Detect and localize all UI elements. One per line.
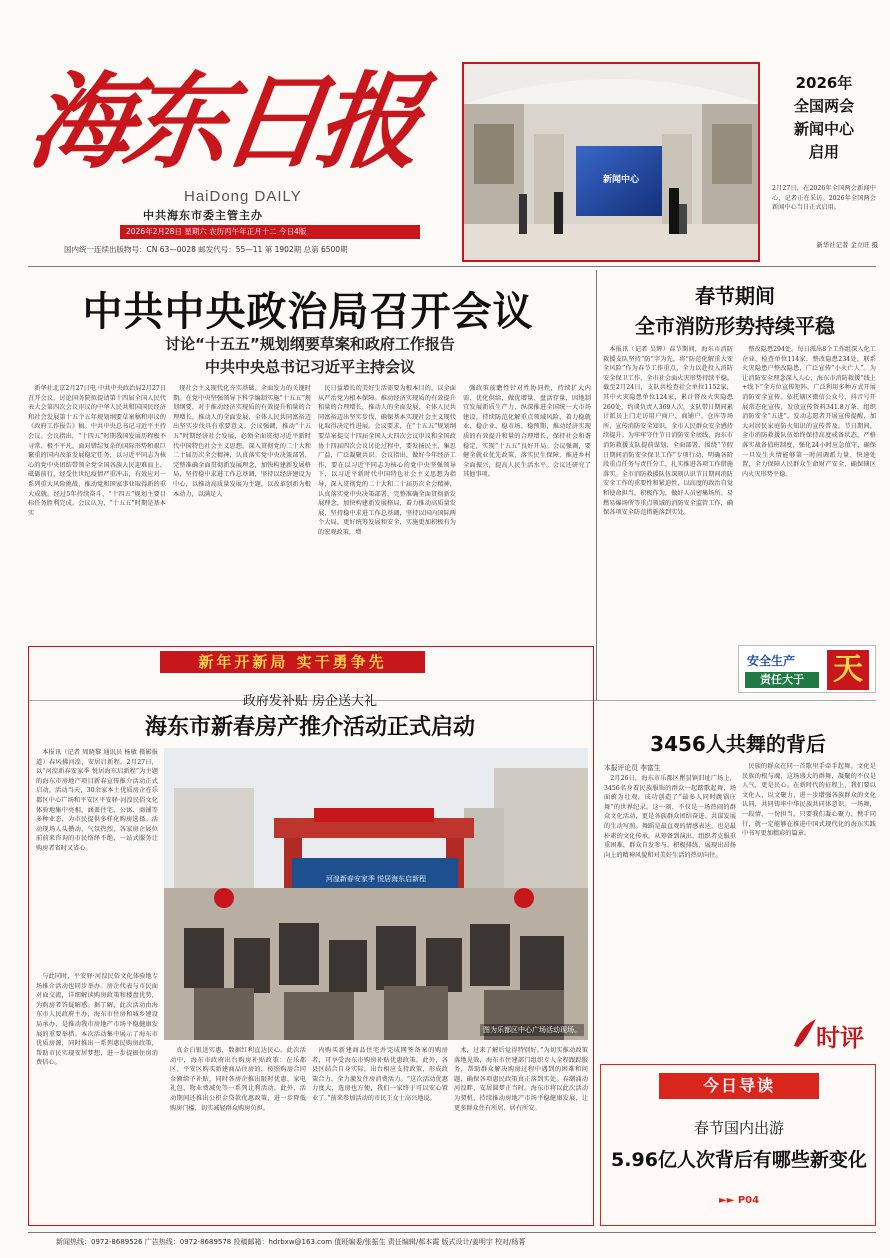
lead-col-2: [173, 384, 311, 644]
housing-col-3-text: 真金白银送实惠，数据红利直达民心。此次活动中，海东市政府出台购房补贴政策：在乐都区、平安区购买新建商品住房的，按照购房合同金额给予补贴，同时各房企推出限时优惠、家电礼包、物业费减免等一系列让利活动。此外，活动期间还推出公积金贷款优惠政策，进一步降低购房门槛，切实减轻群众购房负担。: [170, 1047, 306, 1112]
lead-col-3-text: 民日益增长的美好生活需要为根本目的，以全面从严治党为根本保障。推动经济实现质的有效提升和量的合理增长，推动人的全面发展，全体人民共同富裕迈出坚实步伐，确保基本实现社会主义现代化取得决定性进展。会议要求，在“十五五”规划纲要草案提交十四届全国人大四次会议审议和全国政协十四届四次会议讨论过程中，要发扬民主、集思广益，广泛凝聚共识。会议指出，做好今年经济工作，要在以习近平同志为核心的党中央坚强领导下，以习近平新时代中国特色社会主义思想为指导，深入贯彻党的二十大和二十届历次全会精神，认真落实党中央决策部署，完整准确全面贯彻新发展理念，加快构建新发展格局，着力推动高质量发展，坚持稳中求进工作总基调，坚持以国内国际两个大局，更好统筹发展和安全，实施更加积极有为的宏观政策，增: [318, 385, 456, 536]
fire-col-2-text: 整改隐患294处。每日派出8个工作组深入化工企业，检查单位114家，整改隐患234处，联系火灾隐患户整改隐患，广泛宣传“小火亡人”。为让消防安全理念深入人心，海东市消防救援“线上+线下”全方位宣传矩阵，广泛利用多种方式开展消防安全宣传。依托辖区微信公众号、抖音号开展常态化宣传，发放宣传资料341.8万条，组织消防安全“五进”，发动志愿者开展宣传提醒，加大对居民家庭防火知识的宣传普及。节日期间，全市消防救援队伍始终保持高度戒备状态，严格落实战备值班制度，强化24小时应急值守，确保一旦发生火情能够第一时间调派力量、快速处置，全力保障人民群众生命财产安全，确保辖区内火灾形势平稳。: [742, 346, 876, 478]
dance-headline: 3456人共舞的背后: [650, 732, 826, 756]
dance-col-2: [742, 762, 876, 1012]
housing-banner: 新年开新局 实干勇争先: [160, 651, 425, 673]
housing-kicker: 政府发补贴 房企送大礼: [242, 694, 378, 709]
publication-info: 国内统一连续出版物号：CN 63—0028 邮发代号：55—11 第 1902期 总第 6500期: [64, 245, 348, 254]
lead-col-4: [463, 384, 591, 644]
masthead-english: HaiDong DAILY: [184, 188, 302, 205]
news-center-photo: [462, 62, 760, 262]
safety-badge: [738, 645, 876, 693]
photo-title-line-4: 启用: [808, 143, 839, 161]
masthead-organizer: 中共海东市委主管主办: [143, 209, 263, 222]
lead-subhead-1: 讨论“十五五”规划纲要草案和政府工作报告: [165, 335, 455, 353]
today-guide-page-link[interactable]: [677, 1195, 801, 1211]
fire-col-1: [603, 345, 733, 695]
today-guide-label: 今日导读: [659, 1073, 819, 1099]
housing-col-3: [170, 1046, 306, 1222]
fire-headline-1: 春节期间: [695, 284, 775, 308]
housing-col-1b: [36, 972, 158, 1222]
dance-byline: 本报评论员 李富生: [604, 764, 661, 772]
photo-title-line-3: 新闻中心: [793, 120, 854, 138]
dance-col-2-text: 民族的群众在同一首歌里手牵手起舞。文化是民族的根与魂，这场盛大的群舞，凝聚的不仅是人气，更是民心。在新时代的征程上，我们要以文化人、以文聚力，进一步增强各族群众的文化认同，共同铸牢中华民族共同体意识。一场舞，一段情，一份担当。只要我们凝心聚力、携手同行，就一定能够在推进中国式现代化的海东实践中书写更加精彩的篇章。: [742, 763, 876, 838]
commentary-label: [790, 1016, 876, 1052]
housing-headline: 海东市新春房产推介活动正式启动: [144, 715, 475, 740]
badge-big: 天: [827, 650, 869, 690]
date-bar: 2026年2月28日 星期六 农历丙午年正月十二 今日4版: [120, 225, 420, 239]
page-ref: P04: [737, 1195, 760, 1206]
footer-rule: [28, 1232, 876, 1233]
housing-col-2-text: 与此同时，平安驿·河湟民俗文化体验地专场推介活动也同步举办。房企代表与市民面对面交流，详细解读购房政策和楼盘优势，为购房者答疑解惑。据了解，此次活动由海东市人民政府主办，海东市住房和城乡建设局承办，是推动我市房地产市场平稳健康发展的重要举措。本次活动集中展示了海东市优质房源，同时推出一系列惠民购房政策，帮助市民实现安居梦想，进一步提振住房消费信心。: [36, 973, 158, 1067]
fire-col-1-text: 本报讯（记者 吴辉）春节期间，海东市消防救援支队坚持“防”字为先，将“防范化解重大安全风险”作为春节工作重点，全力以赴投入消防安全保卫工作，全市社会面火灾形势持续平稳。截至2月24日，支队共检查社会单位1152家，其中火灾隐患单位124家，累计督改火灾隐患260处，约谈负责人369人次，支队带日期间累计派员上门走访用户商户、商铺户、仓库等场所，宣传消防安全知识，全市人民群众安全感持续提升。为牢牢守住节日消防安全底线，海东市消防救援支队提前谋划、全面部署，围绕“节假日期间消防安全保卫工作”专项行动，明确各阶段重点任务与责任分工，扎实推进各项工作措施落实。全市消防救援队伍深刻认识节日期间消防安全工作的重要性和紧迫性，以高度的政治自觉和使命担当，积极作为，做好人员密集场所、易燃易爆场所等重点领域的消防安全监管工作，确保各项安全防范措施落到实处。: [603, 346, 733, 517]
housing-col-1-text: 本报讯（记者 周晓黎 通讯员 杨敏 摄影报道）春风拂河湟，安居启新程。2月27日，以“河湟新春安家季 悦居海东启新程”为主题的海东市房地产项目新春宣传推介活动正式启动。活动当天，30余家本土优质房企在乐都区中心广场和平安区平安驿·河湟民俗文化体验地集中亮相，涵盖住宅、公寓、商铺等多种业态，为市民提供多样化购房选择。活动现场人头攒动、气氛热烈，各家房企展位前前来咨询的市民络绎不绝，一站式服务让购房者省时又省心。: [36, 749, 158, 852]
arrow-right-icon: ►►: [718, 1195, 735, 1206]
news-center-photo-image: [464, 64, 760, 262]
lead-col-2-text: 现社会主义现代化夯实基础、全面发力的关键时期。在党中央坚强领导下科学编制实施“十五五”规划纲要，对于推动经济实现质的有效提升和量的合理增长，推动人的全面发展、全体人民共同富裕迈出坚实步伐具有重要意义。会议强调，推动“十五五”时期经济社会发展，必须全面贯彻习近平新时代中国特色社会主义思想，深入贯彻党的二十大和二十届历次全会精神，认真落实党中央决策部署，完整准确全面贯彻新发展理念，加快构建新发展格局，坚持稳中求进工作总基调，坚持以经济建设为中心，以推动高质量发展为主题，以改革创新为根本动力，以满足人: [173, 385, 311, 498]
housing-col-5-text: 术，过来了解后觉得特别好。”为切实推动政策落地见效，海东市住建部门组织专人全程跟踪服务，帮助群众解决购房过程中遇到的困难和问题，确保各项惠民政策真正落到实处。春潮涌动河湟畔，安居圆梦正当时。海东市将以此次活动为契机，持续推动房地产市场平稳健康发展，让更多群众住有所居、居有所安。: [454, 1047, 588, 1112]
housing-photo: [164, 748, 588, 1040]
lead-col-1: [28, 384, 166, 644]
lead-col-4-text: 强政策前瞻性针对性协同性，持续扩大内需、优化供给，做优增量、盘活存量，因地制宜发展新质生产力，纵深推进全国统一大市场建设，持续防范化解重点领域风险，着力稳就业、稳企业、稳市场、稳预期，推动经济实现质的有效提升和量的合理增长，保持社会和谐稳定，实现“十五五”良好开局。会议强调，要健全就业优先政策，落实民生保障，推进乡村全面振兴，提高人民生活水平。会议还研究了其他事项。: [463, 385, 591, 479]
housing-col-5: [454, 1046, 588, 1222]
photo-title-line-1: 2026年: [795, 74, 853, 92]
housing-col-4-text: 内购买新建商品住宅并完成网签备案的购房者，可享受海东市购房补贴优惠政策。此外，各县区结合自身实际，出台相应支持政策，形成政策合力，全力激发住房消费活力。“这次活动优惠力度大，选房也方便，我们一家终于可以安心置业了。”前来参加活动的市民王女士高兴地说。: [312, 1047, 448, 1102]
fire-headline-2: 全市消防形势持续平稳: [635, 314, 835, 338]
vertical-divider: [596, 270, 597, 700]
badge-line-2: 责任大于: [745, 672, 819, 688]
today-guide-box: [600, 1064, 876, 1226]
lead-headline: 中共中央政治局召开会议: [82, 289, 534, 335]
photo-credit: 新华社记者 金立旺 摄: [816, 241, 878, 249]
badge-line-1: 安全生产: [747, 654, 796, 668]
masthead-logo: 海东日报: [21, 60, 423, 183]
photo-caption-text: 2月27日，在2026年全国两会新闻中心，记者正在采访。2026年全国两会新闻中心当日正式启用。: [772, 185, 876, 212]
photo-story-title: [772, 72, 876, 164]
housing-photo-caption: 图为乐都区中心广场活动现场。: [480, 1024, 584, 1036]
photo-caption: [772, 184, 876, 238]
lead-col-1-text: 新华社北京2月27日电 中共中央政治局2月27日召开会议，讨论国务院拟提请第十四届全国人民代表大会第四次会议审议的中华人民共和国国民经济和社会发展第十五个五年规划纲要草案稿和审议的《政府工作报告》稿。中共中央总书记习近平主持会议。会议指出，“十四五”时期我国发展历程极不寻常、极不平凡。面对错综复杂的国际形势和艰巨繁重的国内改革发展稳定任务，以习近平同志为核心的党中央团结带领全党全国各族人民迎难而上、砥砺前行，经受住世纪疫情严重冲击，有效应对一系列重大风险挑战，推动党和国家事业取得新的重大成就。经过5年持续奋斗，“十四五”规划主要目标任务胜利完成。会议认为，“十五五”时期是基本实: [28, 385, 166, 517]
top-divider: [28, 266, 876, 267]
stage-text: 河湟新春安家季 悦居海东启新程: [325, 875, 427, 883]
today-guide-line-1: 春节国内出游: [693, 1119, 784, 1137]
lead-col-3: [318, 384, 456, 644]
today-guide-line-2: 5.96亿人次背后有哪些新变化: [611, 1149, 867, 1171]
screen-text: 新闻中心: [602, 175, 639, 185]
housing-photo-image: [164, 748, 588, 1040]
housing-col-1: [36, 748, 158, 968]
dance-col-1-text: 2月26日，海东市乐都区瞿昙镇旧址广场上，3456名身着民族服饰的群众一起踏歌起舞，场面蔚为壮观，成功创造了“最多人同时跳锅庄舞”的世界纪录。这一刻，不仅是一场热闹的群众文化活动，更是各族群众团结奋进、共谋发展的生动写照。舞蹈是最直观的情感表达，也是最朴素的文化传承。从筹备到演出，组织者克服重重困难，群众自发参与、积极排练，展现出昂扬向上的精神风貌和对美好生活的热切向往。: [604, 775, 736, 859]
photo-title-line-2: 全国两会: [793, 97, 854, 115]
dance-col-1: [604, 774, 736, 1054]
housing-col-4: [312, 1046, 448, 1222]
lead-subhead-2: 中共中央总书记习近平主持会议: [204, 358, 415, 376]
footer-info: 新闻热线：0972-8689526 广告热线：0972-8689578 投稿邮箱：hdrbxw@163.com 值班编委/张振生 责任编辑/郝本霞 版式设计/姜明宇 校对/杨菁: [56, 1238, 526, 1246]
commentary-label-text: 时评: [816, 1024, 864, 1052]
fire-col-2: [742, 345, 876, 635]
